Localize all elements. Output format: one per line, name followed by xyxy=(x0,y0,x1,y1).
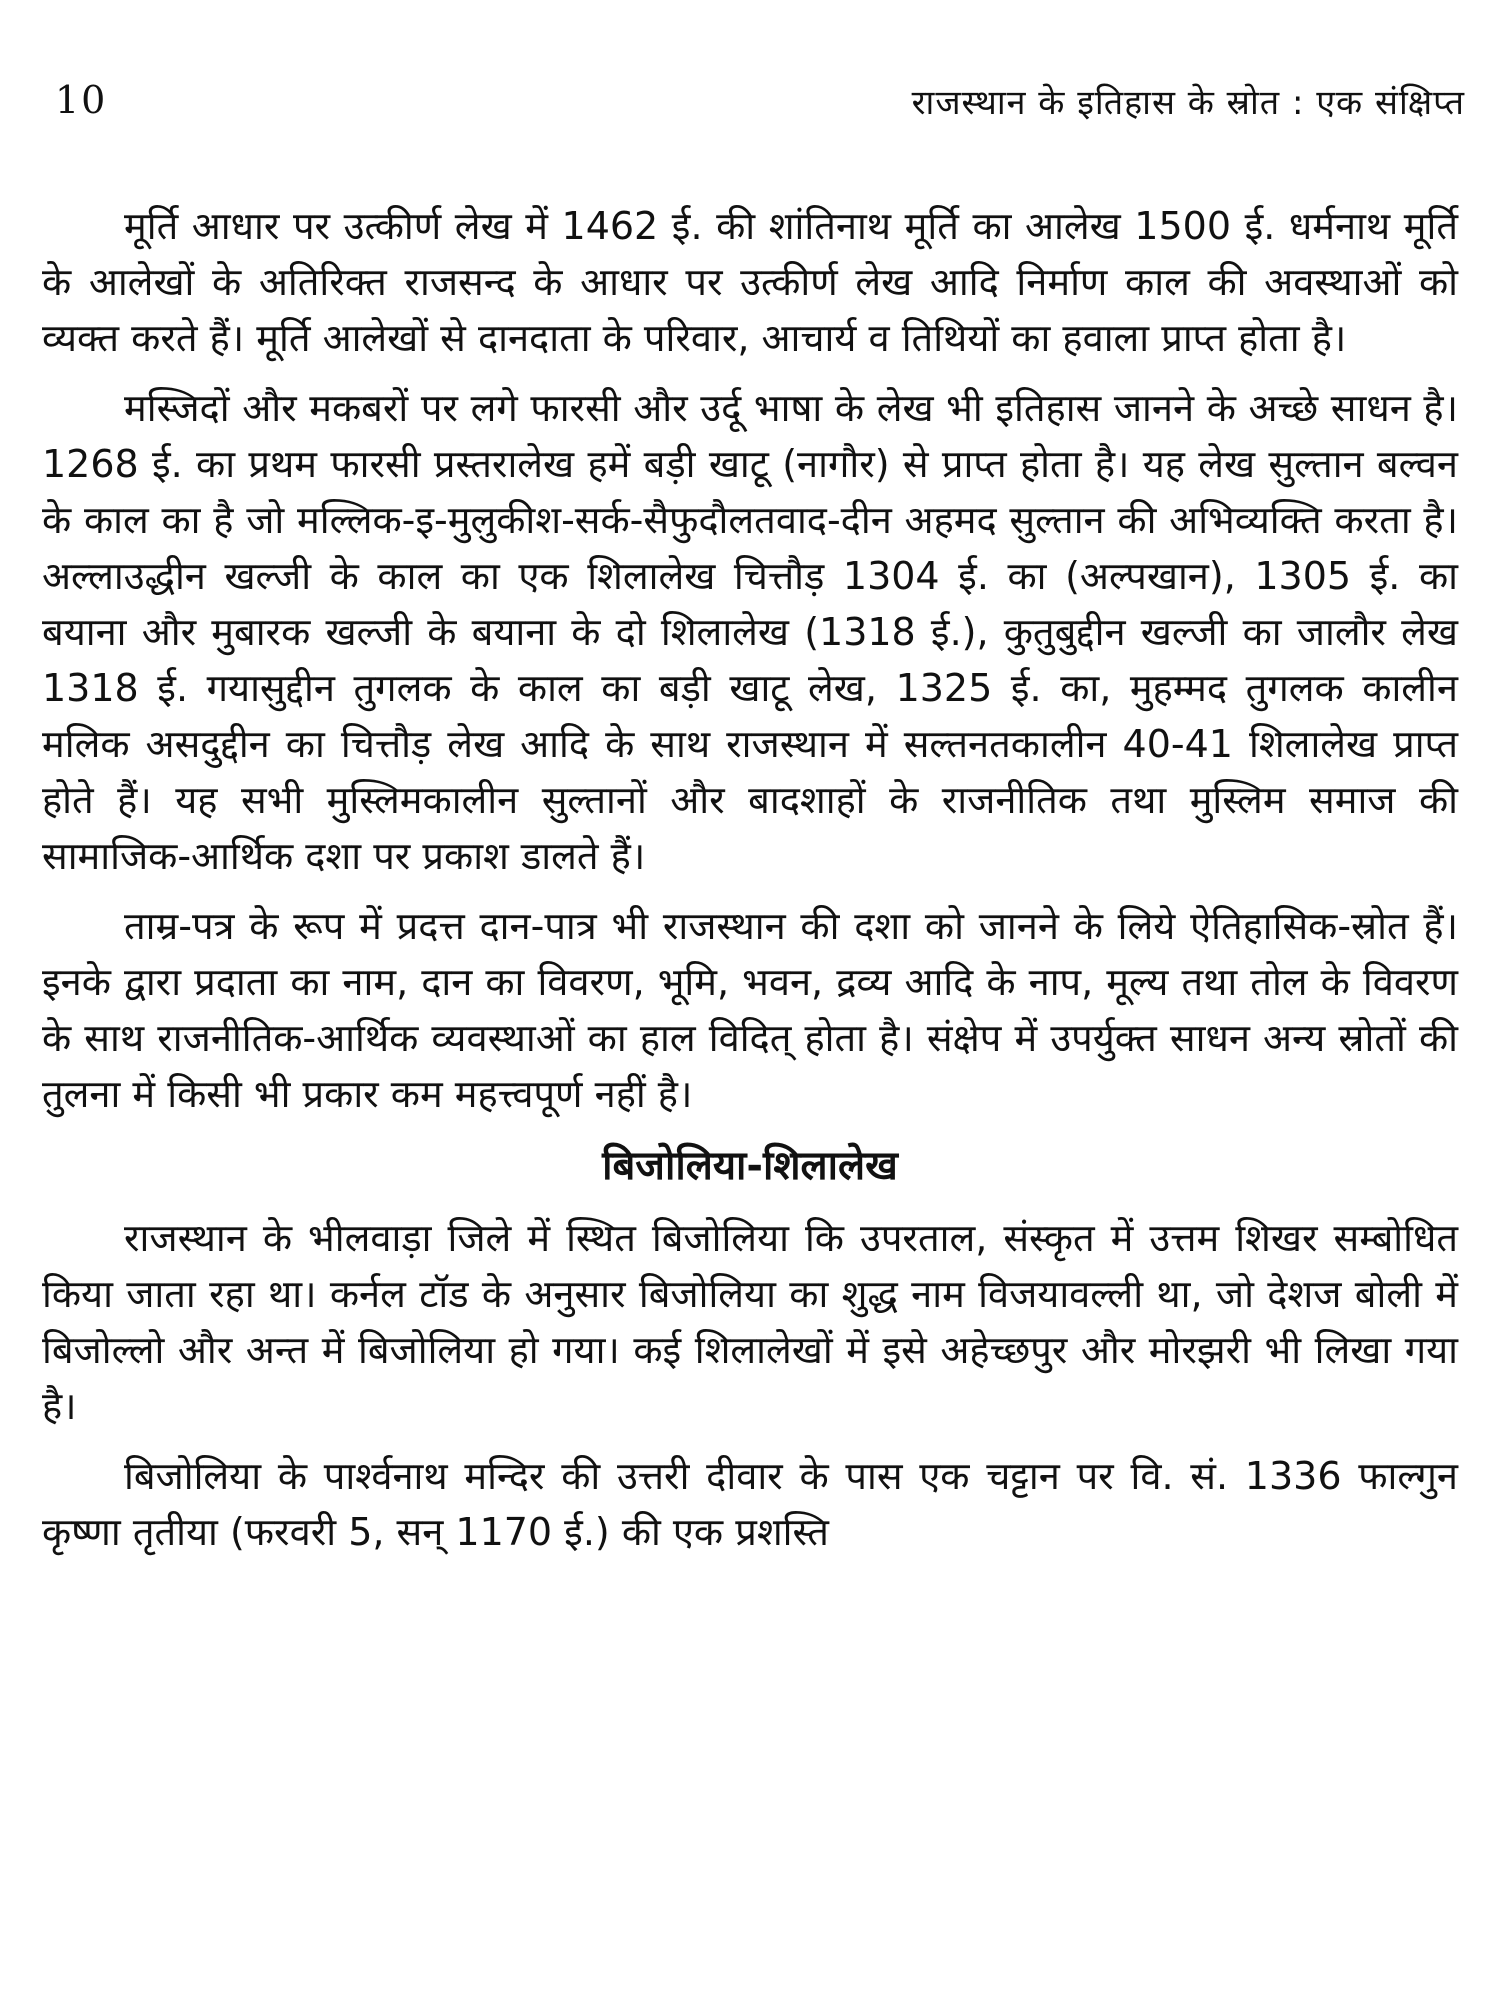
page-header xyxy=(55,78,1465,138)
paragraph-copper-plates: ताम्र-पत्र के रूप में प्रदत्त दान-पात्र भी राजस्थान की दशा को जानने के लिये ऐतिहासिक-स्रोत हैं। इनके द्वारा प्रदाता का नाम, दान का विवरण, भूमि, भवन, द्रव्य आदि के नाप, मूल्य तथा तोल के विवरण के साथ राजनीतिक-आर्थिक व्यवस्थाओं का हाल विदित् होता है। संक्षेप में उपर्युक्त साधन अन्य स्रोतों की तुलना में किसी भी प्रकार कम महत्त्वपूर्ण नहीं है। xyxy=(42,904,1458,1116)
section-heading: बिजोलिया-शिलालेख xyxy=(602,1143,898,1189)
paragraph-bijolia-prashasti: बिजोलिया के पार्श्वनाथ मन्दिर की उत्तरी दीवार के पास एक चट्टान पर वि. सं. 1336 फाल्गुन कृष्णा तृतीया (फरवरी 5, सन् 1170 ई.) की एक प्रशस्ति xyxy=(42,1454,1458,1554)
page-body xyxy=(42,198,1458,1560)
paragraph-sculpture-inscriptions: मूर्ति आधार पर उत्कीर्ण लेख में 1462 ई. की शांतिनाथ मूर्ति का आलेख 1500 ई. धर्मनाथ मूर्ति के आलेखों के अतिरिक्त राजसन्द के आधार पर उत्कीर्ण लेख आदि निर्माण काल की अवस्थाओं को व्यक्त करते हैं। मूर्ति आलेखों से दानदाता के परिवार, आचार्य व तिथियों का हवाला प्राप्त होता है। xyxy=(42,204,1458,360)
paragraph-persian-urdu-inscriptions: मस्जिदों और मकबरों पर लगे फारसी और उर्दू भाषा के लेख भी इतिहास जानने के अच्छे साधन है। 1268 ई. का प्रथम फारसी प्रस्तरालेख हमें बड़ी खाटू (नागौर) से प्राप्त होता है। यह लेख सुल्तान बल्वन के काल का है जो मल्लिक-इ-मुलुकीश-सर्क-सैफुदौलतवाद-दीन अहमद सुल्तान की अभिव्यक्ति करता है। अल्लाउद्धीन खल्जी के काल का एक शिलालेख चित्तौड़ 1304 ई. का (अल्पखान), 1305 ई. का बयाना और मुबारक खल्जी के बयाना के दो शिलालेख (1318 ई.), कुतुबुद्दीन खल्जी का जालौर लेख 1318 ई. गयासुद्दीन तुगलक के काल का बड़ी खाटू लेख, 1325 ई. का, मुहम्मद तुगलक कालीन मलिक असदुद्दीन का चित्तौड़ लेख आदि के साथ राजस्थान में सल्तनतकालीन 40-41 शिलालेख प्राप्त होते हैं। यह सभी मुस्लिमकालीन सुल्तानों और बादशाहों के राजनीतिक तथा मुस्लिम समाज की सामाजिक-आर्थिक दशा पर प्रकाश डालते हैं। xyxy=(42,386,1458,878)
paragraph-bijolia-location: राजस्थान के भीलवाड़ा जिले में स्थित बिजोलिया कि उपरताल, संस्कृत में उत्तम शिखर सम्बोधित किया जाता रहा था। कर्नल टॉड के अनुसार बिजोलिया का शुद्ध नाम विजयावल्ली था, जो देशज बोली में बिजोल्लो और अन्त में बिजोलिया हो गया। कई शिलालेखों में इसे अहेच्छपुर और मोरझरी भी लिखा गया है। xyxy=(42,1216,1458,1428)
running-title: राजस्थान के इतिहास के स्रोत : एक संक्षिप्त xyxy=(911,83,1465,123)
page-number: 10 xyxy=(55,78,108,122)
